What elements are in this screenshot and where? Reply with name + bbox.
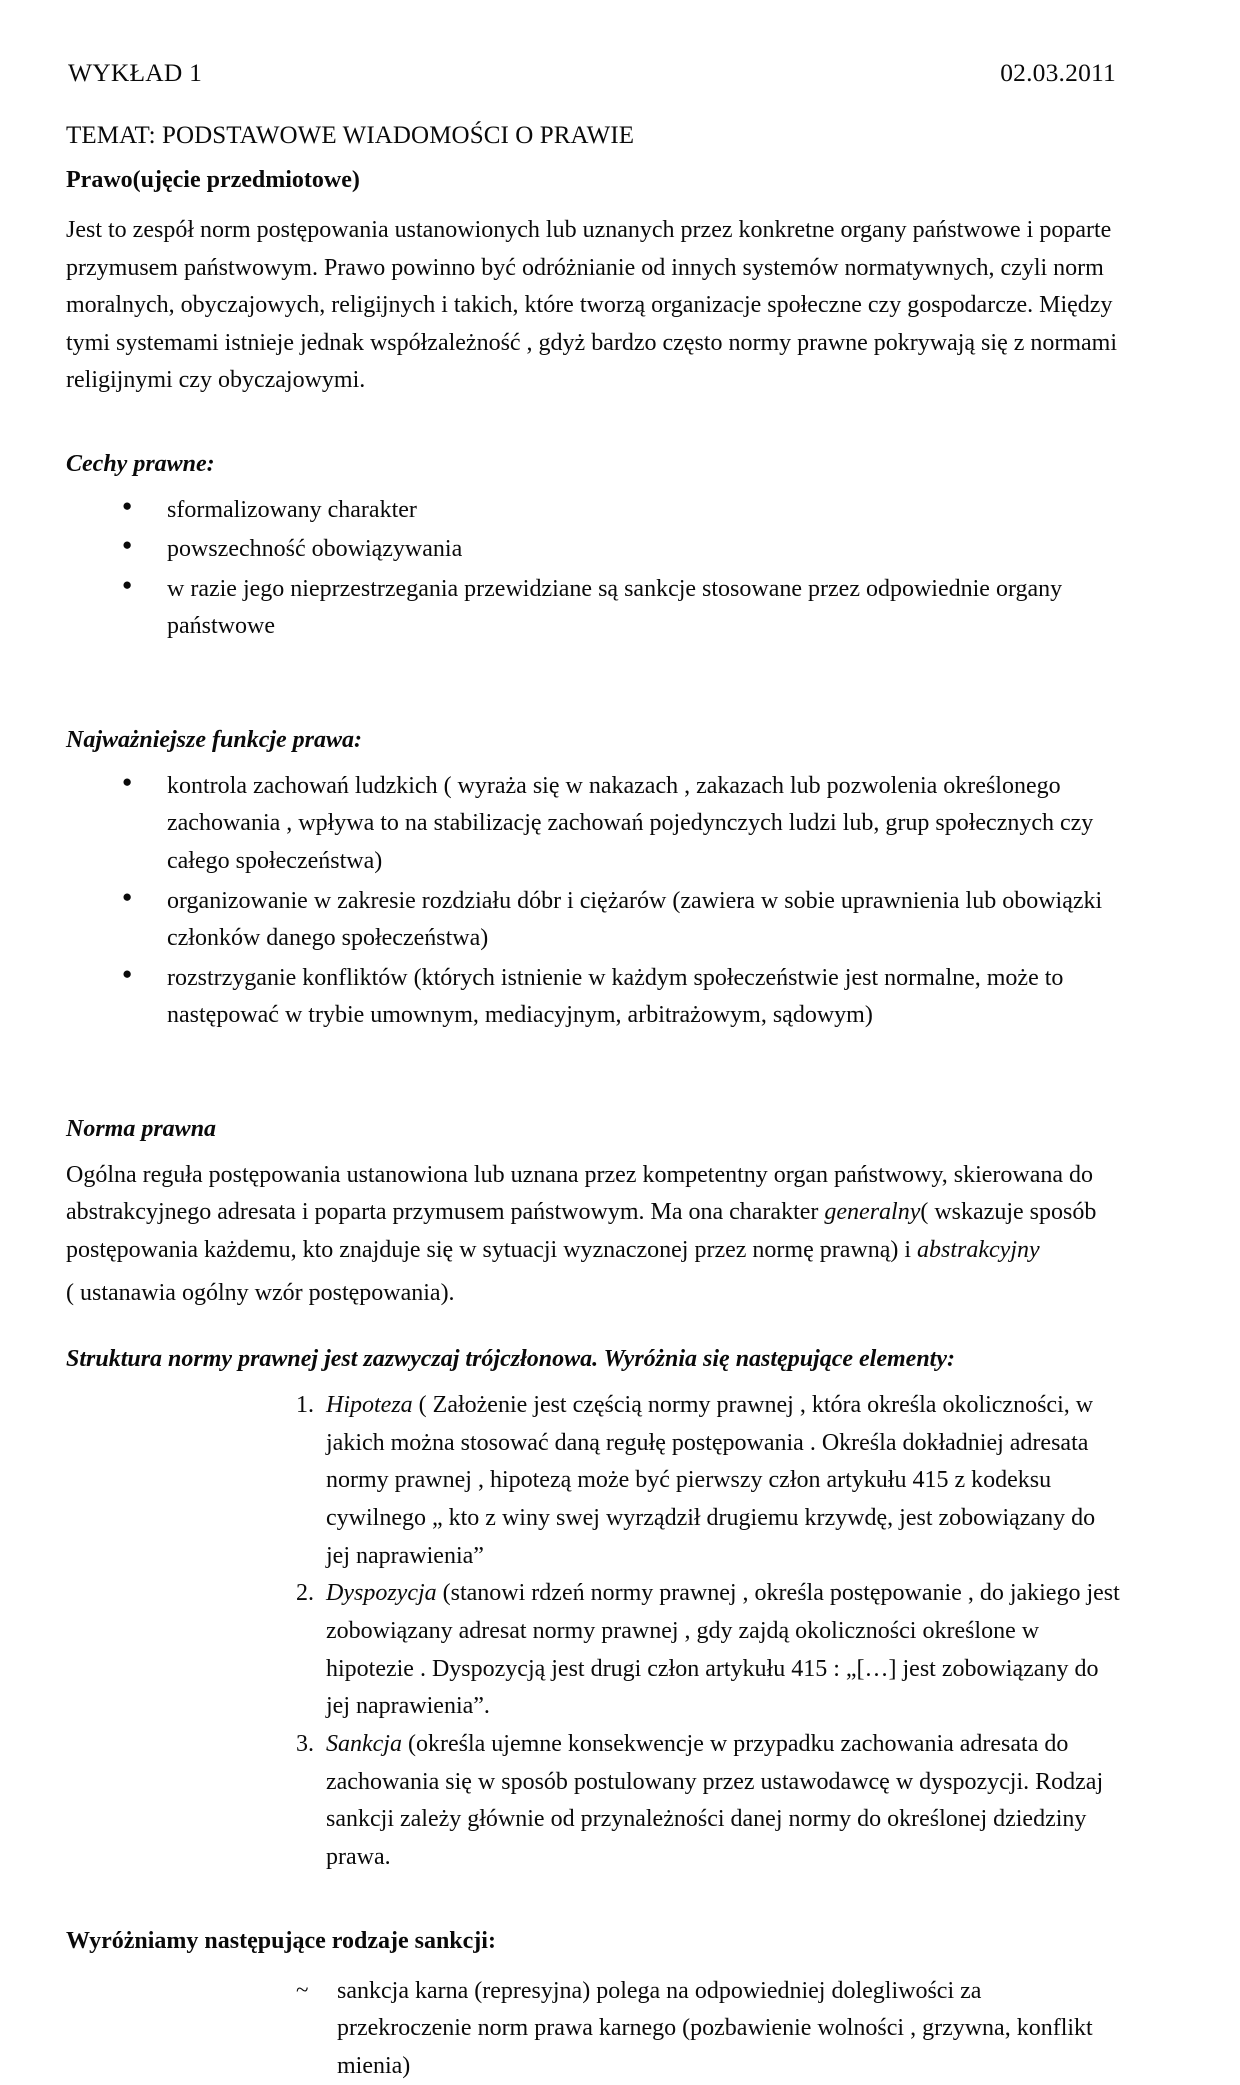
heading-rodzaje-sankcji: Wyróżniamy następujące rodzaje sankcji:: [66, 1927, 496, 1954]
spacer: [66, 1877, 1120, 1917]
heading-funkcje-prawa: Najważniejsze funkcje prawa:: [66, 726, 363, 753]
list-rodzaje-sankcji: [66, 1973, 1120, 2085]
paragraph-norma-prawna: [66, 1157, 1120, 1270]
term-hipoteza: Hipoteza: [326, 1391, 413, 1418]
spacer: [66, 1319, 1120, 1341]
spacer: [66, 1037, 1120, 1111]
term-sankcja: Sankcja: [326, 1730, 402, 1757]
norma-italic-abstrakcyjny: abstrakcyjny: [917, 1236, 1040, 1263]
heading-norma-prawna: Norma prawna: [66, 1115, 217, 1142]
paragraph-prawo: Jest to zespół norm postępowania ustanowionych lub uznanych przez konkretne organy państwowe i poparte przymusem państwowym. Prawo powinno być odróżnianie od innych systemów normatywnych, czyli norm moralnych, obyczajowych, religijnych i takich, które tworzą organizacje społeczne czy gospodarcze. Między tymi systemami istnieje jednak współzależność , gdyż bardzo często normy prawne pokrywają się z normami religijnymi czy obyczajowymi.: [66, 217, 1118, 394]
term-hipoteza-text: ( Założenie jest częścią normy prawnej , która określa okoliczności, w jakich można stosować daną regułę postępowania . Określa dokładniej adresata normy prawnej , hipotezą może być pierwszy człon artykułu 415 z kodeksu cywilnego „ kto z winy swej wyrządził drugiemu krzywdę, jest zobowiązany do jej naprawienia”: [326, 1391, 1096, 1569]
list-item: ● rozstrzyganie konfliktów (których istnienie w każdym społeczeństwie jest normalne, może to następować w trybie umownym, mediacyjnym, arbitrażowym, sądowym): [114, 960, 1120, 1035]
term-dyspozycja: Dyspozycja: [326, 1580, 437, 1607]
list-struktura-normy: [66, 1387, 1120, 1877]
paragraph-norma-prawna-line2: ( ustanawia ogólny wzór postępowania).: [66, 1280, 455, 1307]
topic-line: TEMAT: PODSTAWOWE WIADOMOŚCI O PRAWIE: [66, 122, 635, 149]
norma-text-part1: Ogólna reguła postępowania ustanowiona lub uznana przez kompetentny organ państwowy, skierowana do abstrakcyjnego adresata i poparta przymusem państwowym. Ma ona charakter: [66, 1161, 1094, 1226]
term-sankcja-text: (określa ujemne konsekwencje w przypadku zachowania adresata do zachowania się w sposób postulowany przez ustawodawcę w dyspozycji. Rodzaj sankcji zależy głównie od przynależności danej normy do określonej dziedziny prawa.: [326, 1730, 1104, 1870]
list-item: ● sformalizowany charakter: [114, 492, 1120, 530]
list-item: [284, 1575, 1120, 1726]
list-item: ● kontrola zachowań ludzkich ( wyraża się w nakazach , zakazach lub pozwolenia określonego zachowania , wpływa to na stabilizację zachowań pojedynczych ludzi lub, grup społecznych czy całego społeczeństwa): [114, 768, 1120, 881]
list-item: [284, 1387, 1120, 1575]
document-header: [66, 58, 1120, 88]
lecture-number: WYKŁAD 1: [68, 58, 203, 87]
list-item: [284, 1726, 1120, 1877]
list-item: ● powszechność obowiązywania: [114, 531, 1120, 569]
list-item: ● w razie jego nieprzestrzegania przewidziane są sankcje stosowane przez odpowiednie organy państwowe: [114, 571, 1120, 646]
list-item: ● organizowanie w zakresie rozdziału dóbr i ciężarów (zawiera w sobie uprawnienia lub obowiązki członków danego społeczeństwa): [114, 883, 1120, 958]
norma-text-part2: ( wskazuje sposób postępowania każdemu, kto znajduje się w sytuacji wyznaczonej przez normę prawną) i: [66, 1199, 1097, 1263]
list-cechy-prawne: [66, 492, 1120, 646]
heading-struktura-normy: Struktura normy prawnej jest zazwyczaj trójczłonowa. Wyróżnia się następujące elementy:: [66, 1345, 955, 1372]
list-funkcje-prawa: [66, 768, 1120, 1035]
spacer: [66, 406, 1120, 446]
norma-italic-generalny: generalny: [824, 1199, 921, 1226]
spacer: [66, 648, 1120, 722]
list-item: ~ sankcja karna (represyjna) polega na odpowiedniej dolegliwości za przekroczenie norm prawa karnego (pozbawienie wolności , grzywna, konflikt mienia): [284, 1973, 1120, 2085]
heading-prawo: Prawo(ujęcie przedmiotowe): [66, 167, 360, 193]
heading-cechy-prawne: Cechy prawne:: [66, 450, 215, 477]
term-dyspozycja-text: (stanowi rdzeń normy prawnej , określa postępowanie , do jakiego jest zobowiązany adresat normy prawnej , gdy zajdą okoliczności określone w hipotezie . Dyspozycją jest drugi człon artykułu 415 : „[…] jest zobowiązany do jej naprawienia”.: [326, 1580, 1120, 1720]
lecture-date: 02.03.2011: [1000, 58, 1116, 87]
